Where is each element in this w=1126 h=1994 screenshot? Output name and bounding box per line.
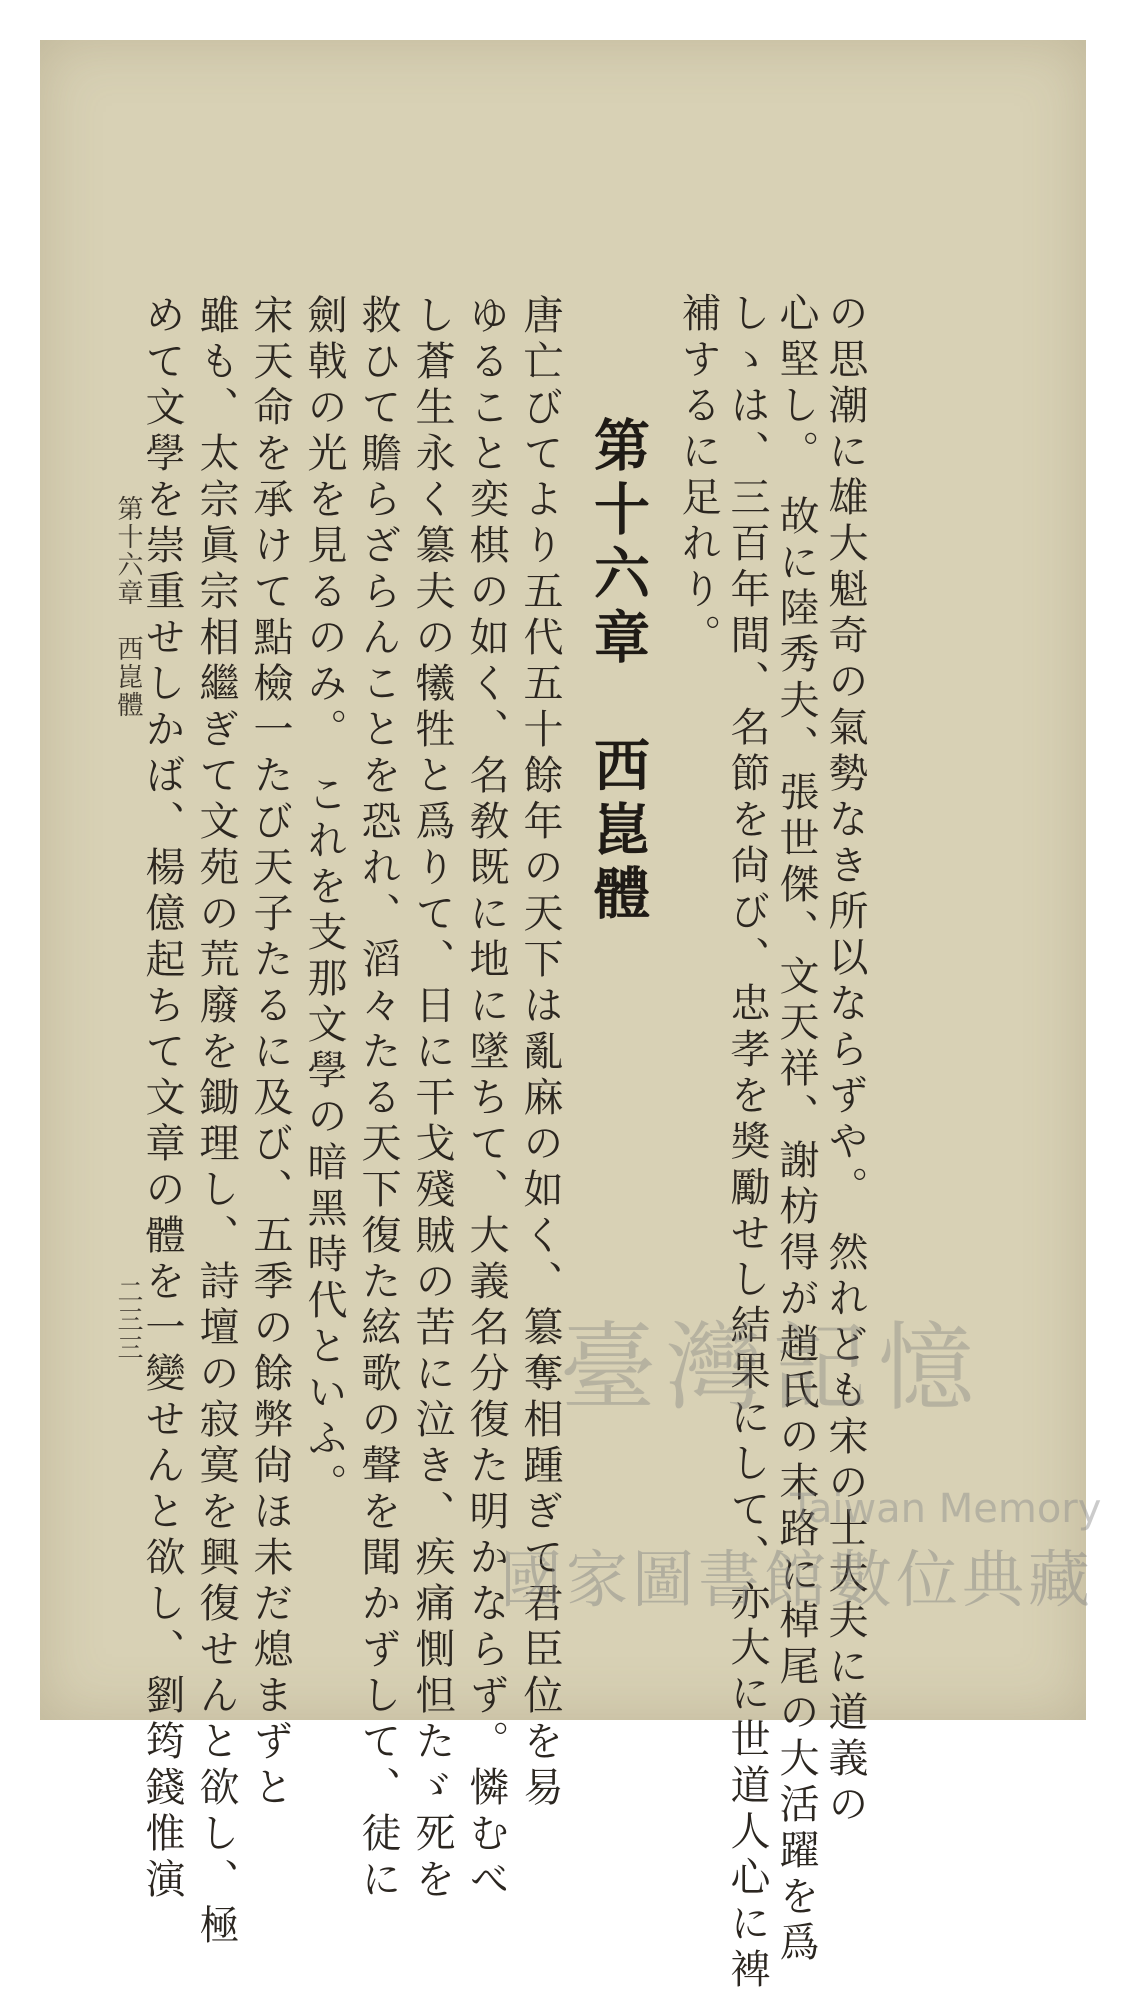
- watermark-kanji: 臺灣記憶: [560, 1312, 984, 1424]
- text-column-7: し蒼生永く簒夫の犧牲と爲りて、日に干戈殘賊の苦に泣き、疾痛惻怛たゞ死を: [409, 294, 455, 1904]
- watermark-english: Taiwan Memory: [790, 1486, 1102, 1532]
- text-column-10: 宋天命を承けて點檢一たび天子たるに及び、五季の餘弊尙ほ未だ熄まずと: [247, 294, 293, 1812]
- text-column-6: ゆること奕棋の如く、名敎既に地に墜ちて、大義名分復た明かならず。憐むべ: [463, 294, 509, 1904]
- running-head: 第十六章 西崑體: [113, 495, 143, 719]
- book-page: [40, 40, 1086, 1994]
- text-column-4: の思潮に雄大魁奇の氣勢なき所以ならずや。 然れども宋の士大夫に道義の: [822, 292, 868, 1829]
- text-column-9: 劍戟の光を見るのみ。 これを支那文學の暗黑時代といふ。: [301, 294, 347, 1509]
- text-column-8: 救ひて贍らざらんことを恐れ、滔々たる天下復た絃歌の聲を聞かずして、徒に: [355, 294, 401, 1904]
- text-column-11: 雖も、太宗眞宗相繼ぎて文苑の荒廢を鋤理し、詩壇の寂寞を興復せんと欲し、極: [193, 294, 239, 1950]
- text-column-1: 補するに足れり。: [675, 292, 721, 660]
- watermark-library: 國家圖書館數位典藏: [500, 1543, 1095, 1616]
- text-column-12: めて文學を崇重せしかば、楊億起ちて文章の體を一變せんと欲し、劉筠錢惟演: [139, 294, 185, 1904]
- text-column-5: 唐亡びてより五代五十餘年の天下は亂麻の如く、簒奪相踵ぎて君臣位を易: [517, 294, 563, 1812]
- chapter-heading: 第十六章 西崑體: [585, 416, 651, 928]
- text-column-3: 心堅し。 故に陸秀夫、張世傑、文天祥、謝枋得が趙氏の末路に棹尾の大活躍を爲: [773, 292, 819, 1967]
- text-column-2: しゝは、三百年間、名節を尙び、忠孝を奬勵せし結果にして、亦大に世道人心に裨: [724, 292, 770, 1994]
- page-number: 二三三: [113, 1278, 143, 1362]
